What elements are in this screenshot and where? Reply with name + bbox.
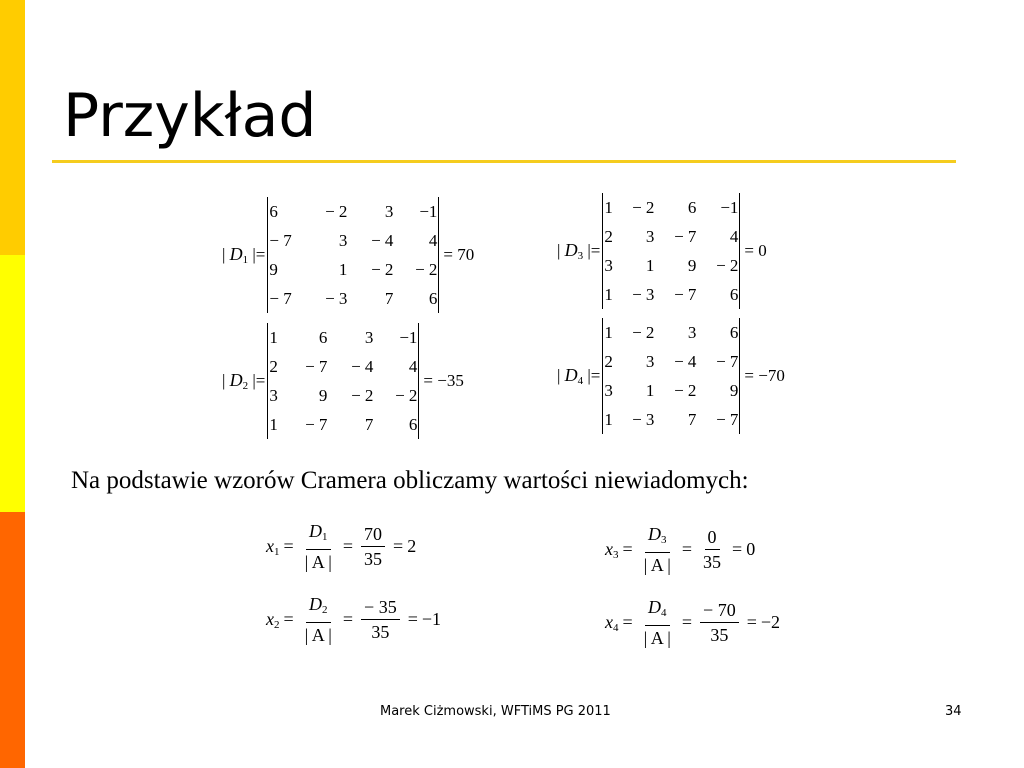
- matrix-cell: 9: [729, 380, 739, 400]
- matrix-cell: 7: [384, 288, 394, 308]
- matrix-cell: 1: [645, 255, 655, 275]
- matrix-cell: 1: [604, 197, 613, 217]
- matrix-cell: 3: [645, 226, 655, 246]
- equals-sign: =: [283, 536, 294, 556]
- matrix: [267, 323, 419, 439]
- determinant-result: = 70: [443, 245, 475, 264]
- matrix-cell: − 4: [351, 356, 374, 376]
- determinant-result: = 0: [744, 241, 767, 260]
- sidebar-segment-orange: [0, 512, 25, 768]
- matrix-cell: − 2: [415, 259, 438, 279]
- matrix-cell: − 2: [632, 197, 655, 217]
- matrix-row: [604, 193, 738, 222]
- equals-sign: =: [407, 609, 418, 629]
- solution-x4: [605, 596, 780, 649]
- matrix-row: [269, 284, 437, 313]
- fraction-symbolic: $\frac{D_4}{| A |}$: [643, 597, 671, 648]
- determinant-d3: [557, 193, 767, 309]
- matrix-row: [269, 323, 417, 352]
- determinant-d2: [222, 323, 464, 439]
- cramer-intro-text: Na podstawie wzorów Cramera obliczamy wartości niewiadomych:: [71, 467, 749, 494]
- matrix-cell: − 2: [674, 380, 697, 400]
- determinant-result: = −35: [423, 371, 464, 390]
- solution-x3: [605, 523, 755, 576]
- matrix-cell: −1: [720, 197, 739, 217]
- variable: $x_4$: [605, 611, 619, 634]
- matrix-cell: − 3: [325, 288, 348, 308]
- matrix-cell: − 7: [269, 288, 292, 308]
- matrix-cell: 6: [729, 284, 739, 304]
- matrix-cell: 6: [729, 322, 739, 342]
- matrix-cell: − 7: [305, 414, 328, 434]
- solution-value: 2: [407, 536, 417, 556]
- matrix-cell: − 2: [325, 201, 348, 221]
- matrix-cell: − 4: [371, 230, 394, 250]
- matrix-cell: 9: [269, 259, 278, 279]
- matrix-row: [269, 352, 417, 381]
- sidebar-segment-yellow: [0, 255, 25, 512]
- matrix-cell: − 3: [632, 284, 655, 304]
- matrix-cell: 3: [604, 380, 613, 400]
- matrix-cell: 1: [604, 409, 613, 429]
- title-underline: [52, 160, 956, 163]
- matrix-row: [269, 255, 437, 284]
- sidebar-segment-gold: [0, 0, 25, 255]
- equals-sign: =: [622, 539, 633, 559]
- matrix-row: [269, 197, 437, 226]
- equals-sign: =: [732, 539, 743, 559]
- matrix-cell: − 3: [632, 409, 655, 429]
- matrix-cell: − 2: [395, 385, 418, 405]
- fraction-numeric: $\frac{- 35}{35}$: [361, 596, 400, 643]
- matrix-cell: 1: [269, 327, 278, 347]
- matrix-cell: 2: [604, 351, 613, 371]
- matrix-cell: 1: [604, 284, 613, 304]
- matrix-cell: 4: [428, 230, 438, 250]
- matrix-row: [604, 318, 738, 347]
- determinant-result: = −70: [744, 366, 785, 385]
- determinant-label: | $D_2$ |=: [222, 370, 266, 392]
- matrix-table: [269, 197, 437, 313]
- matrix-cell: 7: [687, 409, 697, 429]
- slide-title: Przykład: [63, 81, 317, 151]
- matrix-table: [604, 193, 738, 309]
- matrix-row: [269, 410, 417, 439]
- matrix-cell: − 2: [632, 322, 655, 342]
- equals-sign: =: [393, 536, 404, 556]
- page-number: 34: [945, 704, 962, 719]
- matrix-cell: − 7: [674, 226, 697, 246]
- fraction-numeric: $\frac{70}{35}$: [361, 523, 385, 570]
- equals-sign: =: [283, 609, 294, 629]
- matrix-cell: 1: [338, 259, 348, 279]
- matrix-cell: − 2: [716, 255, 739, 275]
- matrix-cell: 3: [364, 327, 374, 347]
- decorative-sidebar: [0, 0, 25, 768]
- matrix-cell: 9: [318, 385, 328, 405]
- equals-sign: =: [746, 612, 757, 632]
- fraction-symbolic: $\frac{D_1}{| A |}$: [304, 521, 332, 572]
- fraction-symbolic: $\frac{D_2}{| A |}$: [304, 594, 332, 645]
- matrix-cell: − 7: [716, 409, 739, 429]
- equals-sign: =: [681, 612, 693, 632]
- matrix-cell: 1: [604, 322, 613, 342]
- matrix-cell: − 7: [716, 351, 739, 371]
- solution-value: −2: [760, 612, 781, 632]
- matrix-cell: −1: [419, 201, 438, 221]
- matrix-cell: − 7: [674, 284, 697, 304]
- equals-sign: =: [681, 539, 693, 559]
- footer-author: Marek Ciżmowski, WFTiMS PG 2011: [380, 704, 611, 719]
- matrix-row: [604, 347, 738, 376]
- solution-x2: [266, 593, 441, 646]
- matrix-cell: 6: [318, 327, 328, 347]
- matrix-cell: − 2: [351, 385, 374, 405]
- matrix-cell: 3: [269, 385, 278, 405]
- matrix-row: [269, 381, 417, 410]
- determinant-d1: [222, 197, 474, 313]
- matrix-cell: 6: [687, 197, 697, 217]
- fraction-numeric: $\frac{0}{35}$: [703, 527, 722, 572]
- matrix-cell: 3: [645, 351, 655, 371]
- matrix-cell: − 7: [305, 356, 328, 376]
- matrix-row: [604, 376, 738, 405]
- matrix-row: [604, 222, 738, 251]
- matrix-cell: − 2: [371, 259, 394, 279]
- matrix-cell: − 4: [674, 351, 697, 371]
- matrix-cell: 7: [364, 414, 374, 434]
- determinant-label: | $D_4$ |=: [557, 365, 601, 387]
- matrix-cell: 6: [269, 201, 278, 221]
- solution-value: −1: [421, 609, 442, 629]
- determinant-label: | $D_3$ |=: [557, 240, 601, 262]
- determinant-d4: [557, 318, 785, 434]
- equals-sign: =: [342, 609, 354, 629]
- matrix-cell: 4: [408, 356, 418, 376]
- fraction-numeric: $\frac{- 70}{35}$: [700, 599, 739, 646]
- matrix-cell: 3: [384, 201, 394, 221]
- fraction-symbolic: $\frac{D_3}{| A |}$: [643, 524, 671, 575]
- matrix: [602, 318, 740, 434]
- matrix-cell: 6: [428, 288, 438, 308]
- variable: $x_2$: [266, 608, 280, 631]
- matrix-table: [269, 323, 417, 439]
- matrix-row: [269, 226, 437, 255]
- matrix-cell: 9: [687, 255, 697, 275]
- variable: $x_3$: [605, 538, 619, 561]
- matrix-cell: 3: [338, 230, 348, 250]
- solution-value: 0: [746, 539, 756, 559]
- matrix-row: [604, 405, 738, 434]
- matrix-cell: 3: [687, 322, 697, 342]
- matrix-row: [604, 251, 738, 280]
- determinant-label: | $D_1$ |=: [222, 244, 266, 266]
- matrix-cell: 1: [645, 380, 655, 400]
- matrix-cell: 2: [604, 226, 613, 246]
- equals-sign: =: [622, 612, 633, 632]
- matrix-cell: 4: [729, 226, 739, 246]
- matrix: [602, 193, 740, 309]
- variable: $x_1$: [266, 535, 280, 558]
- matrix-cell: 2: [269, 356, 278, 376]
- matrix-cell: −1: [399, 327, 418, 347]
- matrix: [267, 197, 439, 313]
- solution-x1: [266, 520, 416, 573]
- matrix-cell: − 7: [269, 230, 292, 250]
- matrix-cell: 3: [604, 255, 613, 275]
- matrix-cell: 1: [269, 414, 278, 434]
- equals-sign: =: [342, 536, 354, 556]
- matrix-table: [604, 318, 738, 434]
- matrix-row: [604, 280, 738, 309]
- matrix-cell: 6: [408, 414, 418, 434]
